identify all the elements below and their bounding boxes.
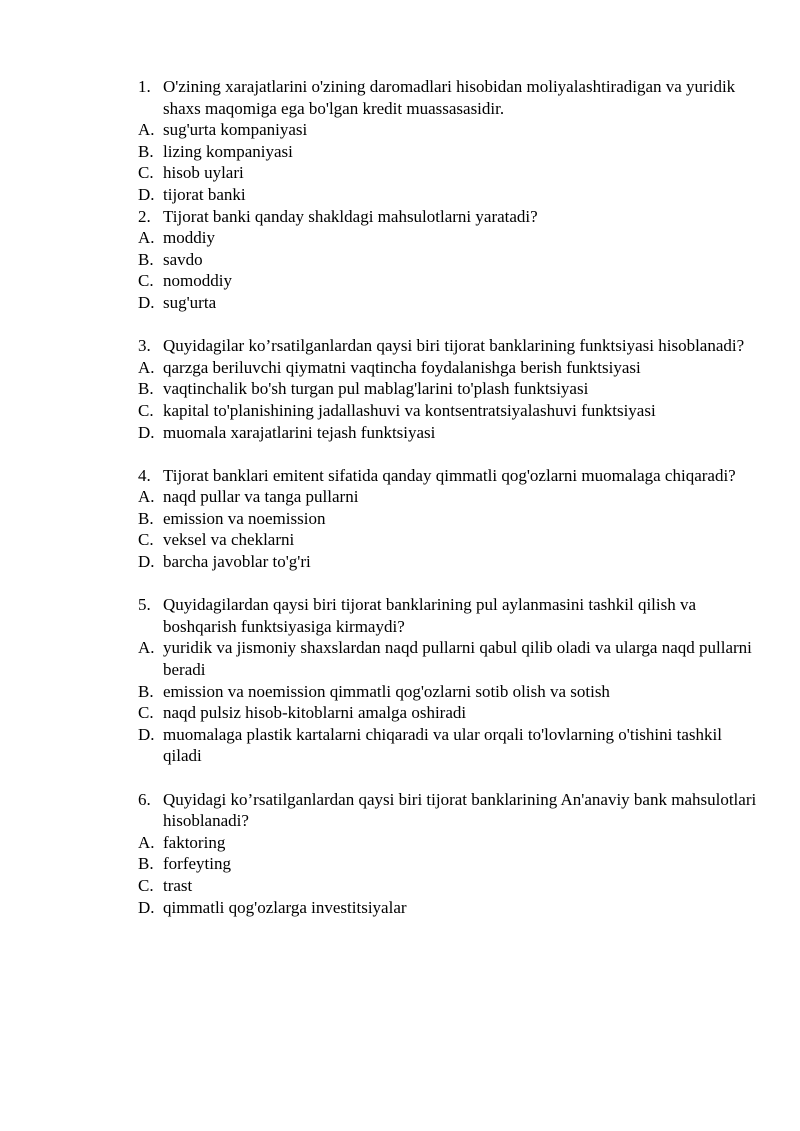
option-row	[138, 292, 758, 314]
option-letter: C.	[138, 530, 154, 550]
blank-line	[138, 443, 758, 465]
option-row	[138, 249, 758, 271]
option-letter: B.	[138, 379, 154, 399]
option-letter: D.	[138, 724, 155, 744]
option-text: emission va noemission	[163, 508, 326, 528]
question-6	[138, 789, 758, 919]
question-text: O'zining xarajatlarini o'zining daromadlari hisobidan moliyalashtiradigan va yuridik shaxs maqomiga ega bo'lgan kredit muassasasidir.	[163, 77, 736, 118]
question-text: Quyidagilardan qaysi biri tijorat banklarining pul aylanmasini tashkil qilish va boshqarish funktsiyasiga kirmaydi?	[163, 595, 697, 636]
option-text: yuridik va jismoniy shaxslardan naqd pullarni qabul qilib oladi va ularga naqd pullarni beradi	[163, 638, 752, 680]
option-letter: C.	[138, 271, 154, 291]
option-letter: D.	[138, 292, 155, 312]
option-letter: A.	[138, 120, 155, 140]
question-row	[138, 465, 758, 487]
option-row	[138, 227, 758, 249]
option-row	[138, 184, 758, 206]
option-row	[138, 681, 758, 703]
option-text: kapital to'planishining jadallashuvi va kontsentratsiyalashuvi funktsiyasi	[163, 400, 656, 420]
option-row	[138, 400, 758, 422]
option-row	[138, 897, 758, 919]
option-letter: B.	[138, 681, 154, 701]
option-row	[138, 832, 758, 854]
option-text: emission va noemission qimmatli qog'ozlarni sotib olish va sotish	[163, 681, 610, 701]
option-letter: B.	[138, 249, 154, 269]
option-row	[138, 357, 758, 379]
option-row	[138, 486, 758, 508]
option-letter: A.	[138, 638, 155, 658]
document-page	[138, 76, 758, 918]
question-3	[138, 335, 758, 443]
question-row	[138, 789, 758, 832]
question-5	[138, 594, 758, 767]
option-text: sug'urta	[163, 292, 217, 312]
option-row	[138, 162, 758, 184]
option-text: naqd pullar va tanga pullarni	[163, 487, 359, 507]
question-text: Tijorat banklari emitent sifatida qanday qimmatli qog'ozlarni muomalaga chiqaradi?	[163, 465, 736, 485]
blank-line	[138, 314, 758, 336]
question-4	[138, 465, 758, 573]
option-text: hisob uylari	[163, 163, 244, 183]
option-row	[138, 378, 758, 400]
option-letter: C.	[138, 400, 154, 420]
option-row	[138, 141, 758, 163]
question-row	[138, 206, 758, 228]
question-row	[138, 76, 758, 119]
option-text: naqd pulsiz hisob-kitoblarni amalga oshiradi	[163, 703, 467, 723]
option-letter: B.	[138, 854, 154, 874]
option-letter: A.	[138, 832, 155, 852]
option-row	[138, 119, 758, 141]
question-number: 5.	[138, 595, 151, 615]
option-text: lizing kompaniyasi	[163, 141, 293, 161]
option-letter: D.	[138, 422, 155, 442]
option-letter: A.	[138, 357, 155, 377]
option-text: sug'urta kompaniyasi	[163, 120, 308, 140]
option-row	[138, 702, 758, 724]
option-row	[138, 875, 758, 897]
option-row	[138, 724, 758, 767]
option-text: savdo	[163, 249, 203, 269]
option-letter: D.	[138, 184, 155, 204]
option-text: forfeyting	[163, 854, 231, 874]
question-2	[138, 206, 758, 314]
option-text: tijorat banki	[163, 184, 246, 204]
question-row	[138, 335, 758, 357]
question-row	[138, 594, 758, 637]
option-text: nomoddiy	[163, 271, 232, 291]
option-text: vaqtinchalik bo'sh turgan pul mablag'larini to'plash funktsiyasi	[163, 379, 589, 399]
option-letter: B.	[138, 141, 154, 161]
option-row	[138, 853, 758, 875]
option-letter: C.	[138, 703, 154, 723]
option-letter: B.	[138, 508, 154, 528]
option-letter: C.	[138, 163, 154, 183]
option-row	[138, 551, 758, 573]
option-text: veksel va cheklarni	[163, 530, 295, 550]
question-text: Quyidagi ko’rsatilganlardan qaysi biri tijorat banklarining An'anaviy bank mahsulotlari hisoblanadi?	[163, 789, 757, 831]
option-text: trast	[163, 875, 193, 895]
option-text: faktoring	[163, 832, 226, 852]
option-letter: D.	[138, 552, 155, 572]
option-text: qarzga beriluvchi qiymatni vaqtincha foydalanishga berish funktsiyasi	[163, 357, 641, 377]
question-number: 2.	[138, 206, 151, 226]
option-row	[138, 637, 758, 680]
question-number: 1.	[138, 77, 151, 96]
option-text: barcha javoblar to'g'ri	[163, 552, 311, 572]
question-text: Tijorat banki qanday shakldagi mahsulotlarni yaratadi?	[163, 206, 538, 226]
option-text: muomalaga plastik kartalarni chiqaradi va ular orqali to'lovlarning o'tishini tashkil qiladi	[163, 724, 722, 766]
option-letter: D.	[138, 897, 155, 917]
blank-line	[138, 573, 758, 595]
option-text: qimmatli qog'ozlarga investitsiyalar	[163, 897, 407, 917]
option-row	[138, 422, 758, 444]
option-row	[138, 508, 758, 530]
option-row	[138, 270, 758, 292]
option-row	[138, 529, 758, 551]
option-letter: A.	[138, 487, 155, 507]
option-text: moddiy	[163, 228, 215, 248]
question-number: 4.	[138, 465, 151, 485]
option-text: muomala xarajatlarini tejash funktsiyasi	[163, 422, 436, 442]
option-letter: A.	[138, 228, 155, 248]
question-number: 6.	[138, 789, 151, 809]
question-1	[138, 76, 758, 206]
question-number: 3.	[138, 336, 151, 356]
blank-line	[138, 767, 758, 789]
question-text: Quyidagilar ko’rsatilganlardan qaysi biri tijorat banklarining funktsiyasi hisoblanadi?	[163, 336, 745, 356]
option-letter: C.	[138, 875, 154, 895]
